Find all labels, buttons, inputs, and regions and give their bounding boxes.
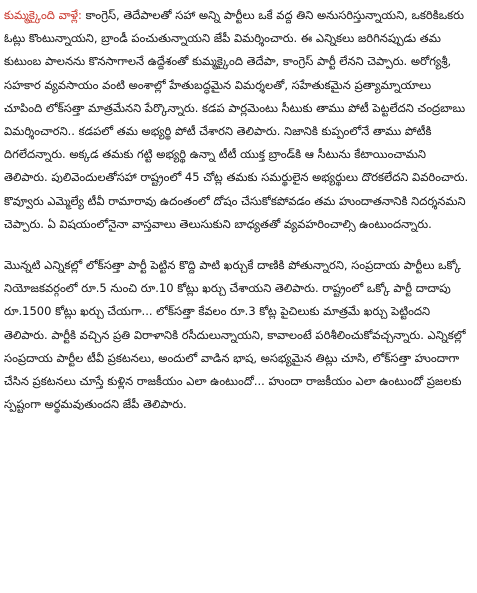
paragraph-lead-heading: కుమ్మక్కైంది వాళ్లే:	[4, 8, 82, 22]
article-paragraph-2	[4, 254, 471, 416]
article-paragraph-1	[4, 4, 471, 236]
paragraph-1-text: కాంగ్రెస్, తెదేపాలతో సహా అన్ని పార్టీలు ఒకే వద్ద తిని అనుసరిస్తున్నాయని, ఒకరికిఒకరు ఓట్లు కొంటున్నాయని, బ్రాండీ పంచుతున్నాయని జేపీ విమర్శించారు. ఈ ఎన్నికలు జరిగినప్పుడు తమ కుటుంబ పాలనను కొనసాగాలనే ఉద్దేశంతో కుమ్మక్కైంది తెదేపా, కాంగ్రెస్ పార్టీ లేనని చెప్పారు. అరోగ్యశ్రీ, సహకార వ్యవసాయం వంటి అంశాల్లో హేతుబద్ధమైన విమర్శలతో, సహేతుకమైన ప్రత్యామ్నాయాలు చూపింది లోక్‌సత్తా మాత్రమేనని పేర్కొన్నారు. కడప పార్లమెంటు సీటుకు తాము పోటీ పెట్టలేదని చంద్రబాబు విమర్శించారని.. కడపలో తమ అభ్యర్థి పోటీ చేశారని తెలిపారు. నిజానికి కుప్పంలోనే తాము పోటీకి దిగలేదన్నారు. అక్కడ తమకు గట్టి అభ్యర్థి ఉన్నా టీటీ యుక్త బ్రాండ్‌కి ఆ సీటును కేటాయించామని తెలిపారు. పులివెందులతోసహా రాష్ట్రంలో 45 చోట్ల తమకు సమర్థులైన అభ్యర్థులు దొరకలేదని వివరించారు. కొవ్వూరు ఎమ్మెల్యే టీవీ రామారావు ఉదంతంలో దోషం చేసుకోకపోవడం తమ హుందాతనానికి నిదర్శనమని చెప్పారు. ఏ విషయంలోనైనా వాస్తవాలు తెలుసుకుని బాధ్యతతో వ్యవహరించాల్సి ఉంటుందన్నారు.	[4, 8, 469, 231]
paragraph-2-text: మొన్నటి ఎన్నికల్లో లోక్‌సత్తా పార్టీ పెట్టిన కొద్ది పాటి ఖర్చుకే దాణికి పోతున్నారని, సంప్రదాయ పార్టీలు ఒక్కో నియోజకవర్గంలో రూ.5 నుంచి రూ.10 కోట్లు ఖర్చు చేశాయని తెలిపారు. రాష్ట్రంలో ఒక్కో పార్టీ దాదాపు రూ.1500 కోట్లు ఖర్చు చేయగా... లోక్‌సత్తా కేవలం రూ.3 కోట్ల పైచిలుకు మాత్రమే ఖర్చు పెట్టిందని తెలిపారు. పార్టీకి వచ్చిన ప్రతి విరాళానికి రసీదులున్నాయని, కావాలంటే పరిశీలించుకోవచ్చన్నారు. ఎన్నికల్లో సంప్రదాయ పార్టీల టీవీ ప్రకటనలు, అందులో వాడిన భాష, అసభ్యమైన తిట్లు చూసి, లోక్‌సత్తా హుందాగా చేసిన ప్రకటనలు చూస్తే కుళ్లిన రాజకీయం ఎలా ఉంటుందో... హుందా రాజకీయం ఎలా ఉంటుందో ప్రజలకు స్పష్టంగా అర్థమవుతుందని జేపీ తెలిపారు.	[4, 258, 466, 412]
